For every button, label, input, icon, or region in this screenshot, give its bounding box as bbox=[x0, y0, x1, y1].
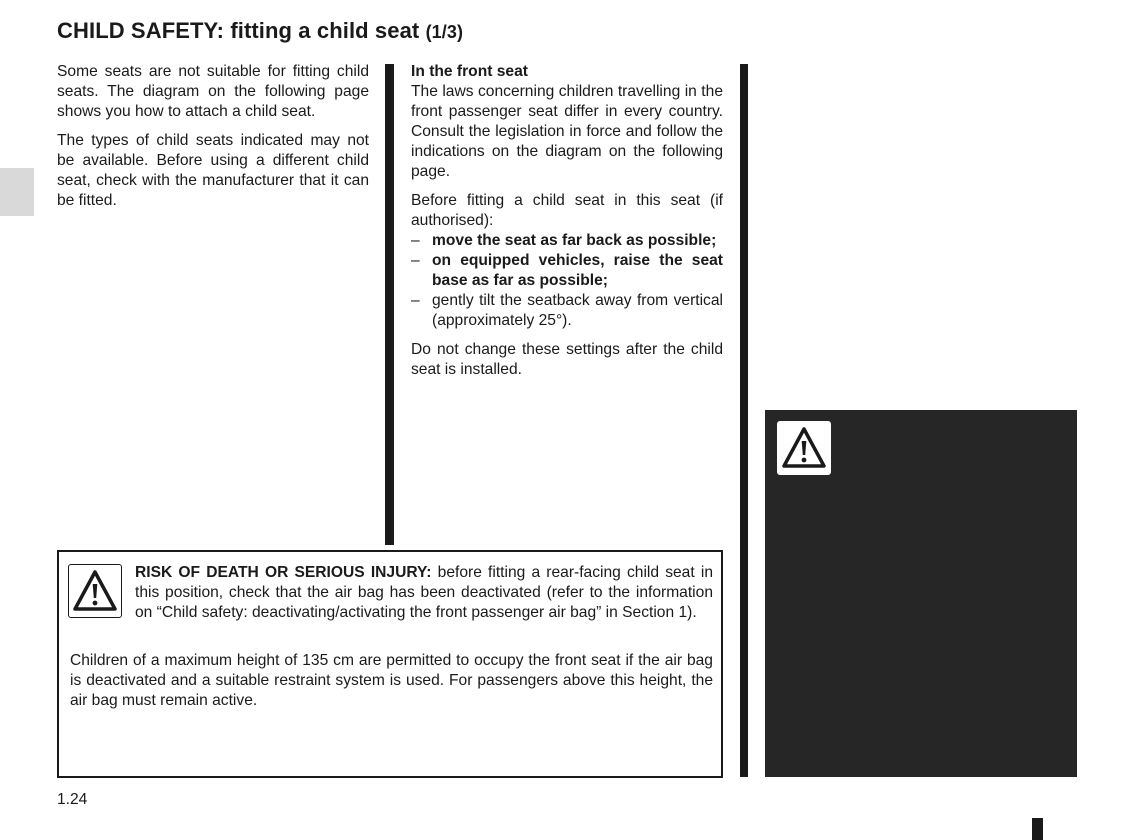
warning-body: before fitting a rear-facing child seat in this position, check that the air bag has been deactivated (refer to the information on “Child safety: deactivating/activating the front passenger air bag” in Section 1). bbox=[135, 564, 713, 621]
front-seat-subtitle: In the front seat bbox=[411, 63, 528, 80]
warning-panel-dark bbox=[765, 410, 1077, 777]
before-fitting-text: Before fitting a child seat in this seat (if authorised): bbox=[411, 192, 723, 229]
step-item: – move the seat as far back as possible; bbox=[411, 231, 723, 251]
fitting-steps bbox=[411, 231, 723, 331]
section-tab bbox=[0, 168, 34, 216]
title-text: CHILD SAFETY: fitting a child seat bbox=[57, 18, 420, 43]
settings-note: Do not change these settings after the child seat is installed. bbox=[411, 341, 723, 378]
margin-bar bbox=[740, 64, 748, 777]
column-divider bbox=[385, 64, 394, 545]
page-title bbox=[57, 18, 463, 44]
left-column bbox=[57, 62, 369, 220]
step-item: – gently tilt the seatback away from vertical (approximately 25°). bbox=[411, 291, 723, 331]
warning-box bbox=[57, 550, 723, 778]
page-number: 1.24 bbox=[57, 791, 88, 808]
front-seat-intro: The laws concerning children travelling in the front passenger seat differ in every country. Consult the legislation in force and follow the indications on the diagram on the following page. bbox=[411, 83, 723, 180]
warning-text bbox=[135, 563, 713, 623]
warning-triangle-icon bbox=[68, 564, 122, 618]
step-item: – on equipped vehicles, raise the seat base as far as possible; bbox=[411, 251, 723, 291]
right-column bbox=[411, 62, 723, 389]
availability-paragraph: The types of child seats indicated may not be available. Before using a different child seat, check with the manufacturer that it can be fitted. bbox=[57, 132, 369, 209]
warning-triangle-icon bbox=[777, 421, 831, 475]
intro-paragraph: Some seats are not suitable for fitting child seats. The diagram on the following page shows you how to attach a child seat. bbox=[57, 63, 369, 120]
title-part: (1/3) bbox=[425, 22, 464, 42]
corner-mark bbox=[1032, 818, 1043, 840]
warning-lead: RISK OF DEATH OR SERIOUS INJURY: bbox=[135, 564, 432, 581]
height-note: Children of a maximum height of 135 cm are permitted to occupy the front seat if the air bag is deactivated and a suitable restraint system is used. For passengers above this height, the air bag must remain active. bbox=[70, 652, 713, 709]
